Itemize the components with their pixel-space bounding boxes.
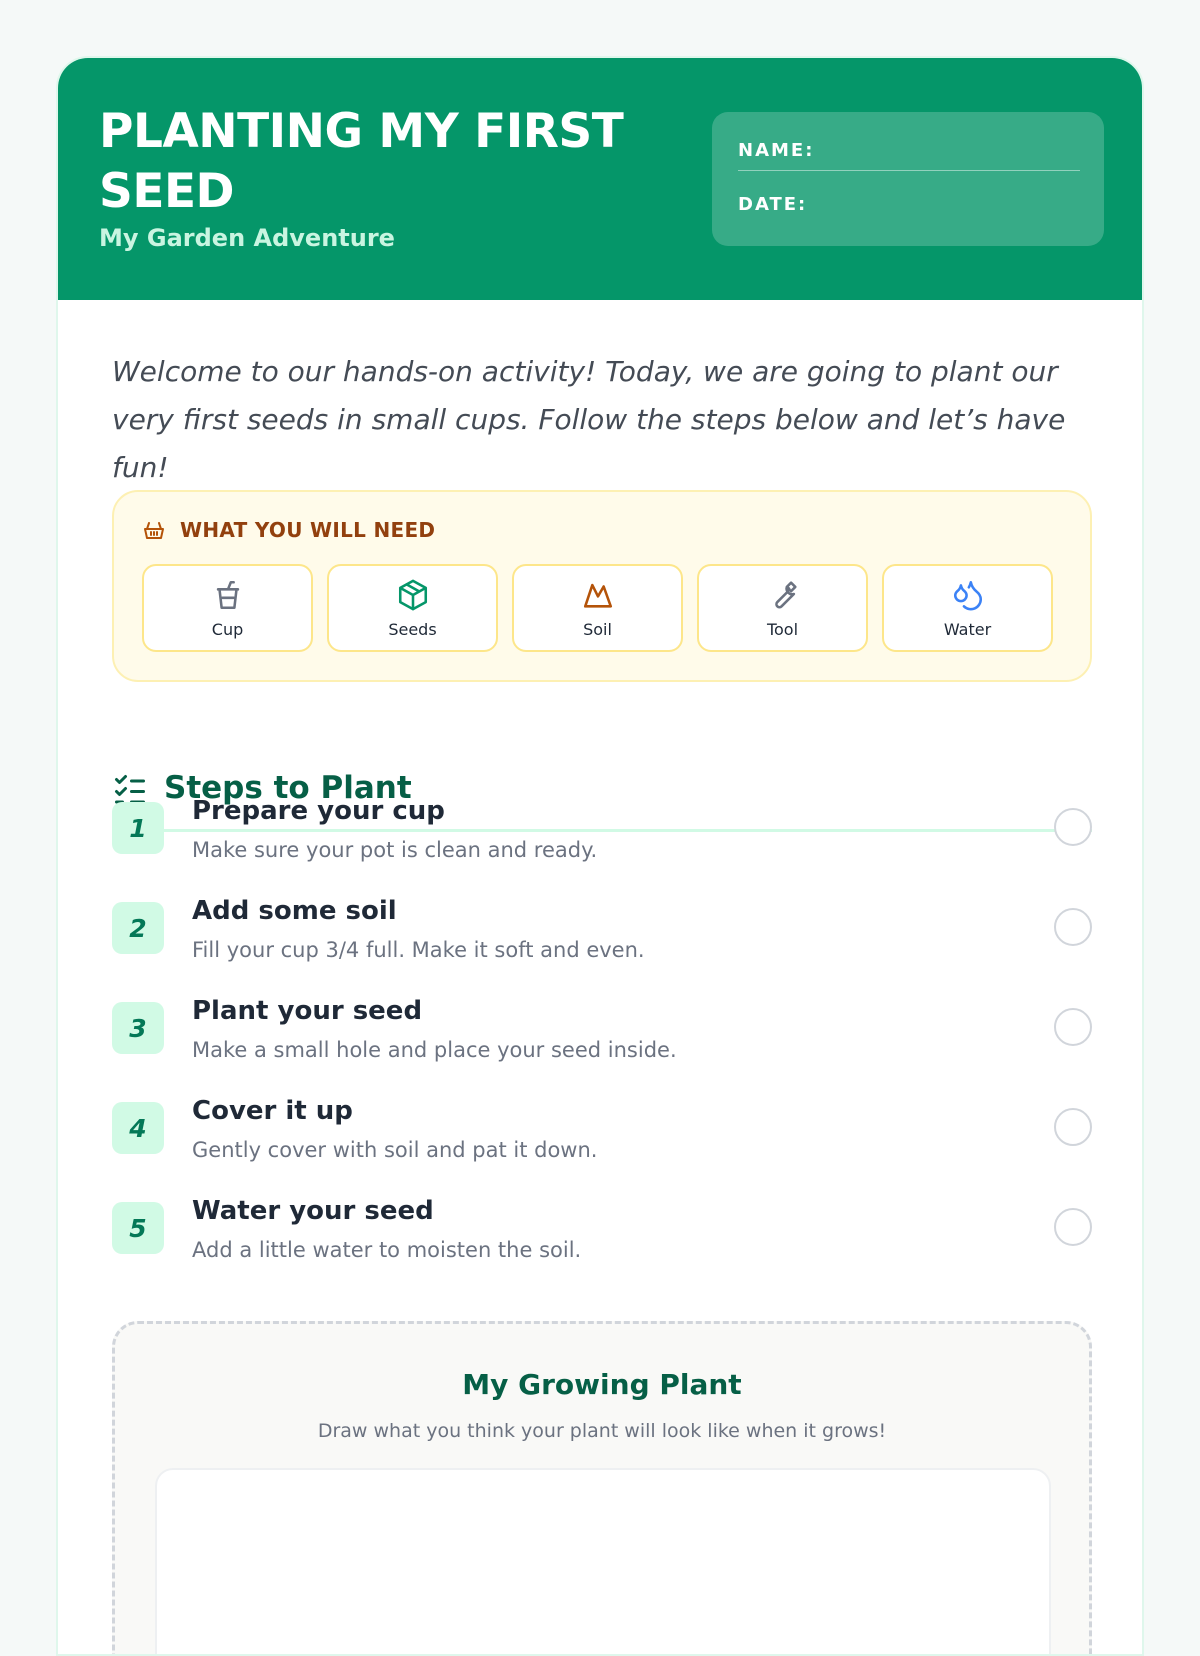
- materials-title: WHAT YOU WILL NEED: [180, 518, 436, 542]
- step-item: [112, 1196, 1092, 1286]
- step-title: Prepare your cup: [192, 796, 445, 826]
- page-title: PLANTING MY FIRST SEED: [99, 104, 624, 219]
- step-number: 4: [112, 1102, 164, 1154]
- steps-title: Steps to Plant: [164, 770, 412, 806]
- basket-icon: [142, 518, 166, 542]
- step-title: Water your seed: [192, 1196, 434, 1226]
- step-checkbox[interactable]: [1054, 1008, 1092, 1046]
- cup-icon: [211, 578, 245, 612]
- step-number: 5: [112, 1202, 164, 1254]
- material-label: Cup: [211, 620, 244, 639]
- box-icon: [396, 578, 430, 612]
- step-checkbox[interactable]: [1054, 1108, 1092, 1146]
- step-item: [112, 996, 1092, 1086]
- droplets-icon: [951, 578, 985, 612]
- material-label: Water: [943, 620, 992, 639]
- mountain-icon: [581, 578, 615, 612]
- step-description: Gently cover with soil and pat it down.: [192, 1138, 598, 1162]
- page-subtitle: My Garden Adventure: [99, 224, 395, 252]
- material-soil: [512, 564, 683, 652]
- materials-header: [142, 518, 435, 542]
- material-label: Seeds: [388, 620, 437, 639]
- drawing-panel: [112, 1321, 1092, 1656]
- step-item: [112, 796, 1092, 886]
- material-label: Soil: [583, 620, 612, 639]
- wrench-icon: [766, 578, 800, 612]
- header: [58, 58, 1142, 300]
- step-number: 2: [112, 902, 164, 954]
- material-tool: [697, 564, 868, 652]
- worksheet-card: [56, 56, 1144, 1656]
- step-description: Fill your cup 3/4 full. Make it soft and even.: [192, 938, 645, 962]
- intro-text: Welcome to our hands-on activity! Today, we are going to plant our very first seeds in small cups. Follow the steps below and let’s have fun!: [112, 355, 1066, 484]
- step-checkbox[interactable]: [1054, 1208, 1092, 1246]
- step-number: 1: [112, 802, 164, 854]
- drawing-title: My Growing Plant: [462, 1368, 742, 1401]
- step-title: Plant your seed: [192, 996, 423, 1026]
- material-cup: [142, 564, 313, 652]
- step-description: Make a small hole and place your seed inside.: [192, 1038, 677, 1062]
- drawing-canvas[interactable]: [155, 1468, 1051, 1656]
- name-date-box: [712, 112, 1104, 246]
- material-water: [882, 564, 1053, 652]
- step-title: Add some soil: [192, 896, 397, 926]
- material-seeds: [327, 564, 498, 652]
- drawing-subtitle: Draw what you think your plant will look like when it grows!: [317, 1420, 887, 1442]
- step-title: Cover it up: [192, 1096, 353, 1126]
- step-item: [112, 1096, 1092, 1186]
- date-field[interactable]: DATE:: [738, 194, 808, 215]
- step-number: 3: [112, 1002, 164, 1054]
- step-description: Add a little water to moisten the soil.: [192, 1238, 582, 1262]
- step-item: [112, 896, 1092, 986]
- step-checkbox[interactable]: [1054, 908, 1092, 946]
- step-checkbox[interactable]: [1054, 808, 1092, 846]
- materials-list: [142, 564, 1053, 652]
- step-description: Make sure your pot is clean and ready.: [192, 838, 598, 862]
- materials-panel: [112, 490, 1092, 682]
- name-field[interactable]: NAME:: [738, 140, 1080, 171]
- material-label: Tool: [766, 620, 799, 639]
